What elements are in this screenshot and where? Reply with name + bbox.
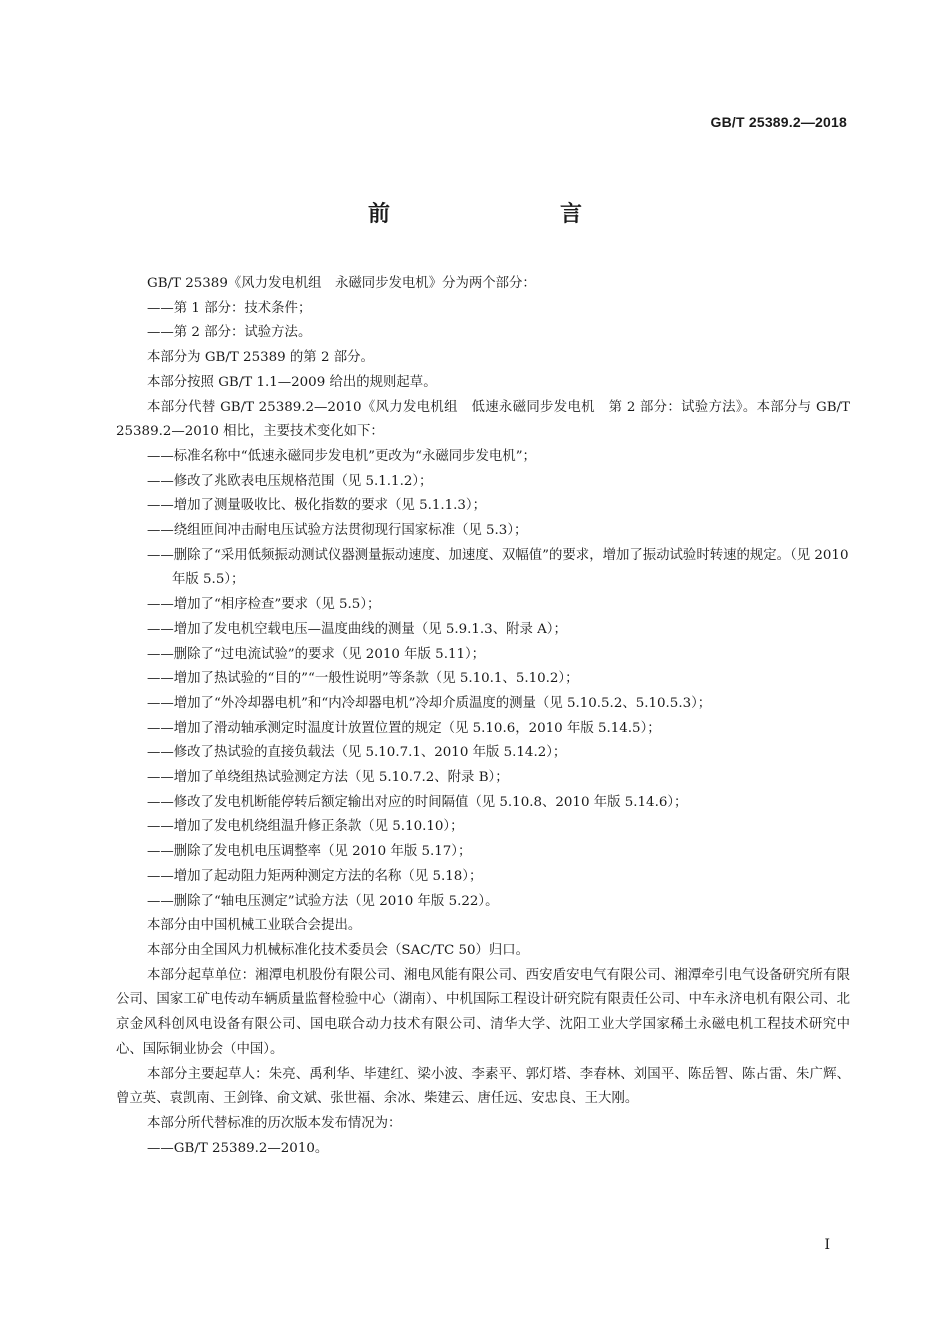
page-title: 前 言 [367, 202, 624, 227]
list-item-change: ——增加了发电机空载电压—温度曲线的测量（见 5.9.1.3、附录 A）； [147, 621, 567, 637]
paragraph-series-intro: GB/T 25389《风力发电机组 永磁同步发电机》分为两个部分： [147, 276, 536, 291]
paragraph-part-statement: 本部分为 GB/T 25389 的第 2 部分。 [147, 350, 374, 366]
list-item-change: ——删除了“采用低频振动测试仪器测量振动速度、加速度、双幅值”的要求，增加了振动试验时转速的规定。（见 2010 年版 5.5）； [147, 547, 849, 588]
technical-changes-list [116, 445, 850, 914]
list-item-change: ——修改了发电机断能停转后额定输出对应的时间隔值（见 5.10.8、2010 年版 5.14.6）； [147, 794, 688, 810]
document-body [116, 272, 850, 1161]
paragraph-history: 本部分所代替标准的历次版本发布情况为： [147, 1115, 402, 1131]
list-item-change: ——增加了滑动轴承测定时温度计放置位置的规定（见 5.10.6，2010 年版 5.14.5）； [147, 720, 661, 736]
list-item-change: ——增加了“外冷却器电机”和“内冷却器电机”冷却介质温度的测量（见 5.10.5.2、5.10.5.3）； [147, 695, 712, 711]
list-item-change: ——增加了起动阻力矩两种测定方法的名称（见 5.18）； [147, 868, 483, 884]
paragraph-drafters: 本部分主要起草人：朱亮、禹利华、毕建红、梁小波、李素平、郭灯塔、李春林、刘国平、陈岳智、陈占雷、朱广辉、曾立英、袁凯南、王剑锋、俞文斌、张世福、余冰、柴建云、唐任远、安忠良、王大刚。 [116, 1066, 850, 1107]
list-item-change: ——删除了发电机电压调整率（见 2010 年版 5.17）； [147, 844, 472, 860]
paragraph-committee: 本部分由全国风力机械标准化技术委员会（SAC/TC 50）归口。 [147, 942, 530, 958]
list-item-part2: ——第 2 部分：试验方法。 [147, 325, 312, 341]
standard-code: GB/T 25389.2—2018 [710, 114, 847, 130]
list-item-change: ——删除了“轴电压测定”试验方法（见 2010 年版 5.22）。 [147, 893, 499, 909]
list-item-change: ——修改了兆欧表电压规格范围（见 5.1.1.2）； [147, 473, 433, 489]
paragraph-drafting-units: 本部分起草单位：湘潭电机股份有限公司、湘电风能有限公司、西安盾安电气有限公司、湘潭牵引电气设备研究所有限公司、国家工矿电传动车辆质量监督检验中心（湖南）、中机国际工程设计研究院有限责任公司、中车永济电机有限公司、北京金风科创风电设备有限公司、国电联合动力技术有限公司、清华大学、沈阳工业大学国家稀土永磁电机工程技术研究中心、国际铜业协会（中国）。 [116, 967, 850, 1057]
list-item-change: ——标准名称中“低速永磁同步发电机”更改为“永磁同步发电机”； [147, 448, 536, 464]
list-item-change: ——绕组匝间冲击耐电压试验方法贯彻现行国家标准（见 5.3）； [147, 523, 528, 539]
list-item-part1: ——第 1 部分：技术条件； [147, 300, 312, 316]
page-number: I [824, 1237, 830, 1253]
list-item-history: ——GB/T 25389.2—2010。 [147, 1140, 329, 1156]
paragraph-replacement: 本部分代替 GB/T 25389.2—2010《风力发电机组 低速永磁同步发电机 第 2 部分：试验方法》。本部分与 GB/T 25389.2—2010 相比，主要技术变化如下： [116, 399, 850, 440]
list-item-change: ——修改了热试验的直接负载法（见 5.10.7.1、2010 年版 5.14.2）； [147, 745, 567, 761]
list-item-change: ——增加了发电机绕组温升修正条款（见 5.10.10）； [147, 819, 464, 835]
list-item-change: ——增加了测量吸收比、极化指数的要求（见 5.1.1.3）； [147, 498, 486, 514]
paragraph-proposer: 本部分由中国机械工业联合会提出。 [147, 918, 362, 934]
paragraph-drafting-rules: 本部分按照 GB/T 1.1—2009 给出的规则起草。 [147, 374, 437, 390]
list-item-change: ——增加了“相序检查”要求（见 5.5）； [147, 597, 381, 613]
list-item-change: ——增加了单绕组热试验测定方法（见 5.10.7.2、附录 B）； [147, 770, 509, 786]
list-item-change: ——删除了“过电流试验”的要求（见 2010 年版 5.11）； [147, 646, 486, 662]
list-item-change: ——增加了热试验的“目的”“一般性说明”等条款（见 5.10.1、5.10.2）； [147, 671, 579, 687]
